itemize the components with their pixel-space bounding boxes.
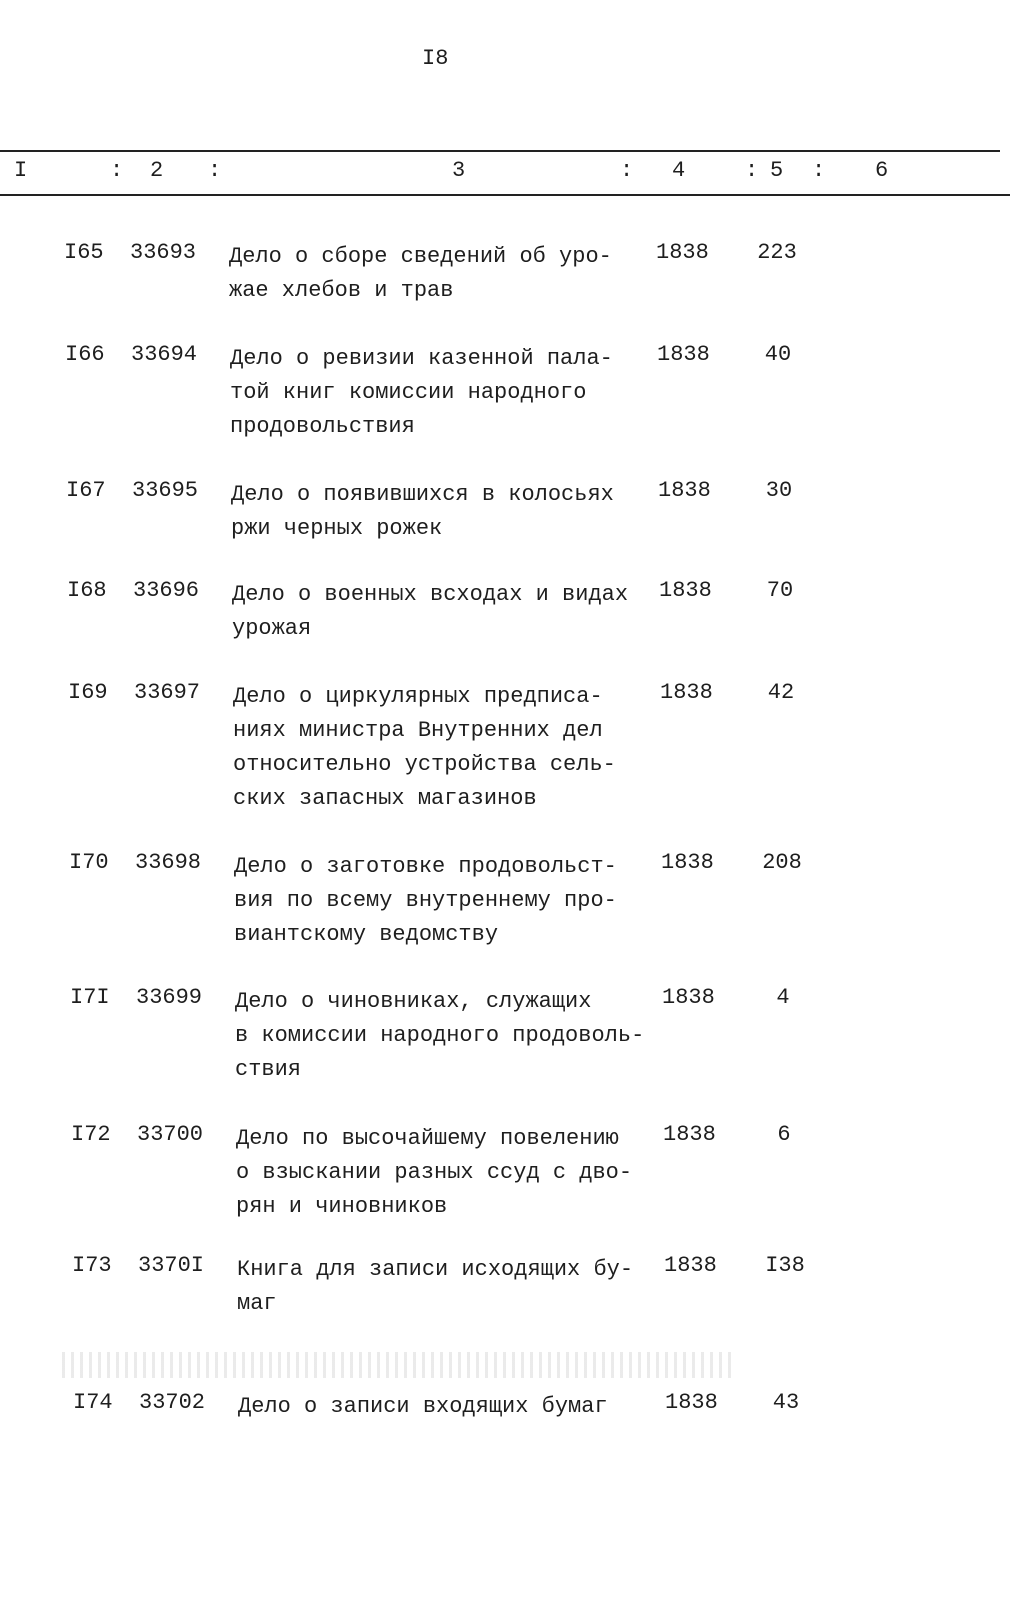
file-code: 33694: [131, 342, 198, 367]
col-header-1: I: [14, 158, 28, 183]
item-number: I73: [72, 1253, 112, 1278]
page-number: I8: [422, 46, 449, 71]
sheet-count: 70: [766, 578, 794, 603]
item-year: 1838: [662, 985, 715, 1010]
item-number: I69: [68, 680, 108, 705]
description-line: Дело о ревизии казенной пала-: [230, 346, 613, 371]
description-line: относительно устройства сель-: [233, 752, 616, 777]
item-description: [233, 680, 616, 816]
description-line: вия по всему внутреннему про-: [234, 888, 617, 913]
item-description: [230, 342, 613, 444]
file-code: 33699: [136, 985, 203, 1010]
col-header-5: 5: [770, 158, 784, 183]
col-separator: :: [208, 158, 222, 183]
description-line: маг: [237, 1291, 277, 1316]
sheet-count: 40: [764, 342, 792, 367]
description-line: урожая: [232, 616, 312, 641]
header-top-rule: [0, 150, 1000, 152]
item-number: I72: [71, 1122, 111, 1147]
item-year: 1838: [657, 342, 710, 367]
description-line: Дело о записи входящих бумаг: [238, 1394, 608, 1419]
description-line: Книга для записи исходящих бу-: [237, 1257, 634, 1282]
col-header-6: 6: [875, 158, 889, 183]
description-line: ржи черных рожек: [231, 516, 443, 541]
description-line: Дело о военных всходах и видах: [232, 582, 629, 607]
item-description: [234, 850, 617, 952]
file-code: 33700: [137, 1122, 204, 1147]
col-header-4: 4: [672, 158, 686, 183]
item-year: 1838: [659, 578, 712, 603]
item-description: [232, 578, 628, 646]
item-year: 1838: [665, 1390, 718, 1415]
description-line: в комиссии народного продоволь-: [235, 1023, 645, 1048]
sheet-count: 208: [762, 850, 802, 875]
sheet-count: 4: [776, 985, 790, 1010]
item-description: [238, 1390, 608, 1424]
description-line: ских запасных магазинов: [233, 786, 537, 811]
file-code: 3370I: [138, 1253, 205, 1278]
description-line: рян и чиновников: [236, 1194, 448, 1219]
description-line: Дело о чиновниках, служащих: [235, 989, 592, 1014]
sheet-count: 30: [765, 478, 793, 503]
item-number: I67: [66, 478, 106, 503]
description-line: жае хлебов и трав: [229, 278, 454, 303]
sheet-count: 223: [757, 240, 797, 265]
item-description: [237, 1253, 633, 1321]
item-number: I7I: [70, 985, 110, 1010]
description-line: Дело о сборе сведений об уро-: [229, 244, 612, 269]
item-description: [236, 1122, 632, 1224]
description-line: о взыскании разных ссуд с дво-: [236, 1160, 633, 1185]
item-year: 1838: [656, 240, 709, 265]
sheet-count: 43: [772, 1390, 800, 1415]
col-separator: :: [812, 158, 826, 183]
item-number: I70: [69, 850, 109, 875]
file-code: 33698: [135, 850, 202, 875]
file-code: 33696: [133, 578, 200, 603]
col-separator: :: [745, 158, 759, 183]
col-separator: :: [110, 158, 124, 183]
header-bottom-rule: [0, 194, 1010, 196]
description-line: Дело о циркулярных предписа-: [233, 684, 603, 709]
item-year: 1838: [663, 1122, 716, 1147]
item-year: 1838: [658, 478, 711, 503]
description-line: ствия: [235, 1057, 302, 1082]
item-description: [231, 478, 614, 546]
item-description: [235, 985, 644, 1087]
sheet-count: 42: [767, 680, 795, 705]
item-number: I68: [67, 578, 107, 603]
file-code: 33695: [132, 478, 199, 503]
description-line: ниях министра Внутренних дел: [233, 718, 603, 743]
file-code: 33702: [139, 1390, 206, 1415]
col-header-2: 2: [150, 158, 164, 183]
col-separator: :: [620, 158, 634, 183]
item-year: 1838: [664, 1253, 717, 1278]
sheet-count: I38: [765, 1253, 805, 1278]
file-code: 33693: [130, 240, 197, 265]
item-number: I74: [73, 1390, 113, 1415]
item-year: 1838: [661, 850, 714, 875]
item-year: 1838: [660, 680, 713, 705]
description-line: виантскому ведомству: [234, 922, 499, 947]
description-line: Дело о заготовке продовольст-: [234, 854, 617, 879]
item-description: [229, 240, 612, 308]
description-line: той книг комиссии народного: [230, 380, 587, 405]
item-number: I66: [65, 342, 105, 367]
description-line: Дело по высочайшему повелению: [236, 1126, 619, 1151]
description-line: Дело о появившихся в колосьях: [231, 482, 614, 507]
sheet-count: 6: [777, 1122, 791, 1147]
col-header-3: 3: [452, 158, 466, 183]
description-line: продовольствия: [230, 414, 415, 439]
item-number: I65: [64, 240, 104, 265]
file-code: 33697: [134, 680, 201, 705]
print-smudge: [62, 1352, 732, 1378]
